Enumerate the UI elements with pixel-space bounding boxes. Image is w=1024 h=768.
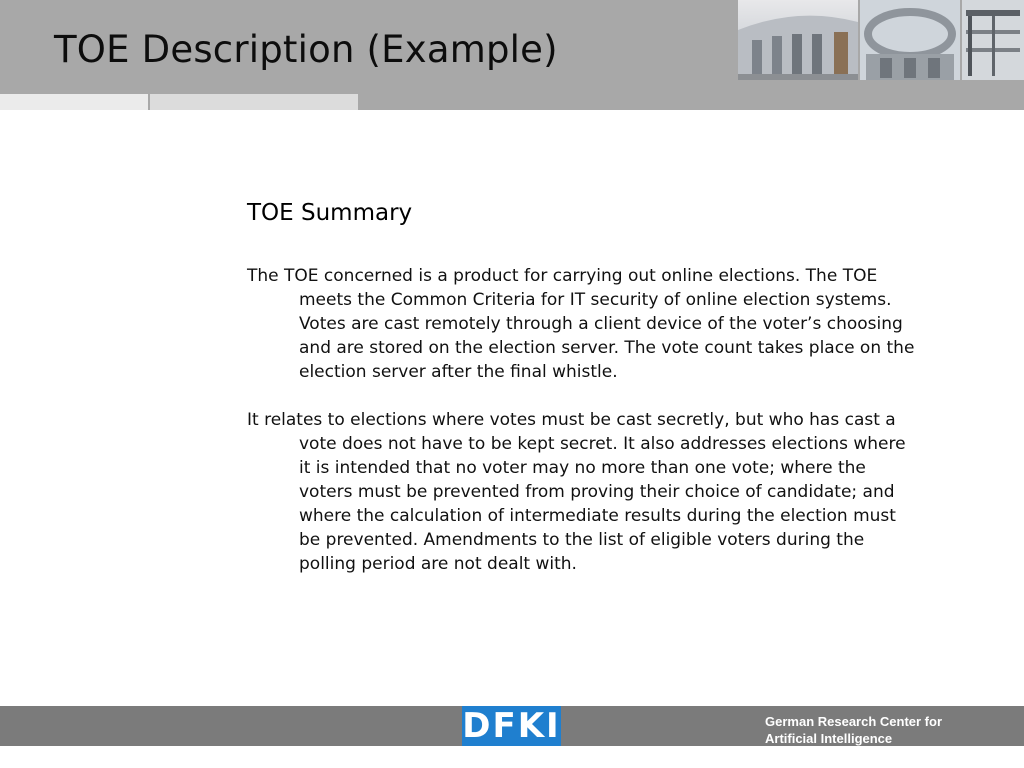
organization-name — [765, 713, 942, 747]
header-strip-right — [150, 94, 358, 110]
header-bar — [0, 0, 1024, 110]
building-photo-3 — [962, 0, 1024, 80]
page-title: TOE Description (Example) — [54, 28, 558, 71]
org-line-1: German Research Center for — [765, 714, 943, 729]
summary-paragraph-2: It relates to elections where votes must be cast secretly, but who has cast a vote does not have to be kept secret. It also addresses elections where it is intended that no voter may no more than one vote; where the voters must be prevented from proving their choice of candidate; and where the calculation of intermediate results during the election must be prevented. Amendments to the list of eligible voters during the polling period are not dealt with. — [247, 410, 906, 574]
org-line-2: Artificial Intelligence — [765, 731, 893, 746]
header-strip-left — [0, 94, 148, 110]
dfki-logo — [462, 706, 561, 746]
summary-paragraph-1: The TOE concerned is a product for carrying out online elections. The TOE meets the Common Criteria for IT security of online election systems. Votes are cast remotely through a client device of the voter’s choosing and are stored on the election server. The vote count takes place on the election server after the final whistle. — [247, 266, 915, 382]
logo-text: DFKI — [462, 706, 561, 746]
building-photo-1 — [738, 0, 858, 80]
section-heading: TOE Summary — [247, 200, 413, 226]
building-photo-2 — [860, 0, 960, 80]
content-area — [247, 200, 917, 600]
